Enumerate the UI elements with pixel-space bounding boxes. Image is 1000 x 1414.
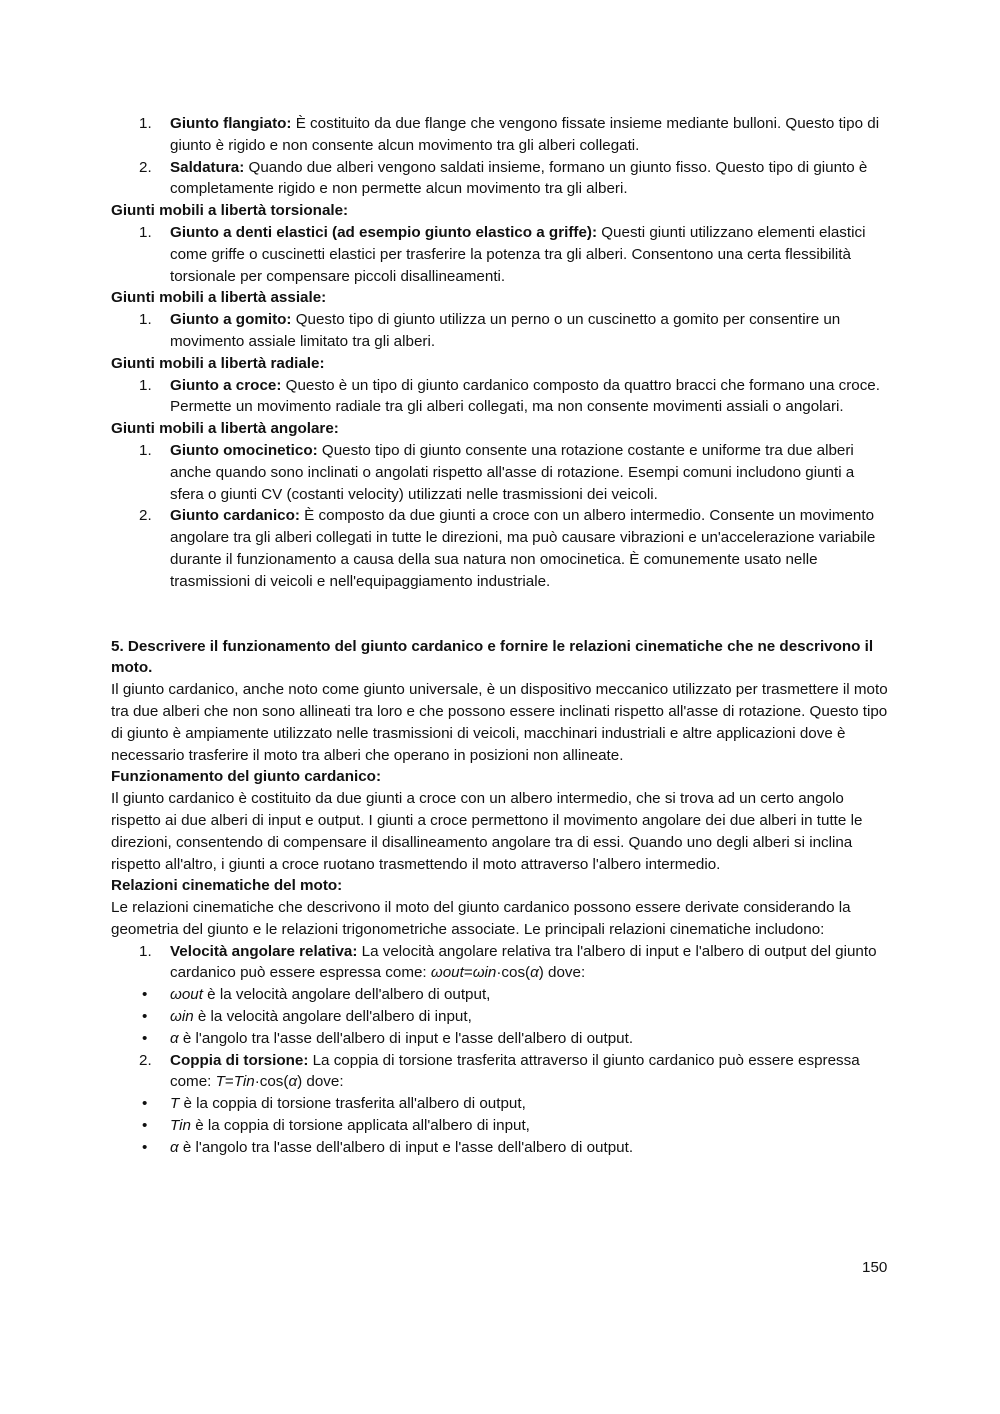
bullet-text: è la coppia di torsione trasferita all'albero di output, [179,1095,526,1113]
bullet-text: è la velocità angolare dell'albero di output, [202,986,491,1004]
item-term: Giunto cardanico: [170,507,300,525]
section-heading-radial: Giunti mobili a libertà radiale: [111,354,325,372]
item-text: È composto da due giunti a croce con un albero intermedio. Consente un movimento angolare tra gli alberi collegati in tutte le direzioni, ma può causare vibrazioni e un'accelerazione variabile durante il funzionamento a causa della sua natura non omocinetica. È comunemente usato nelle trasmissioni di veicoli e nell'equipaggiamento industriale. [170,507,876,590]
bullet-text: è la velocità angolare dell'albero di input, [193,1008,472,1026]
item-text: Questi giunti utilizzano elementi elastici come griffe o cuscinetti elastici per trasferire la potenza tra gli alberi. Consentono una certa flessibilità torsionale per compensare piccoli disallineamenti. [170,223,866,285]
bullet-item [111,1028,889,1050]
list-number: 1. [139,311,152,329]
list-item [111,113,889,157]
item-text: Questo tipo di giunto utilizza un perno o un cuscinetto a gomito per consentire un movimento assiale limitato tra gli alberi. [170,311,841,350]
item-term: Giunto a croce: [170,376,282,394]
bullet-text: è la coppia di torsione applicata all'albero di input, [190,1117,530,1135]
bullet-dot: • [142,1029,148,1047]
formula-symbol: ) dove: [538,964,586,982]
formula-symbol: α [288,1073,298,1091]
list-number: 1. [139,376,152,394]
list-number: 2. [139,507,152,525]
list-number: 2. [139,1051,152,1069]
section-heading-axial: Giunti mobili a libertà assiale: [111,289,327,307]
list-number: 1. [139,441,152,459]
bullet-text: è l'angolo tra l'asse dell'albero di input e l'asse dell'albero di output. [178,1138,634,1156]
bullet-symbol: Tin [170,1117,191,1135]
item-text: La velocità angolare relativa tra l'albero di input e l'albero di output del giunto cardanico può essere espressa come: [170,942,877,982]
bullet-dot: • [142,986,148,1004]
formula-symbol: T [215,1073,225,1091]
list-item [111,309,889,353]
item-text: Questo è un tipo di giunto cardanico composto da quattro bracci che formano una croce. Permette un movimento radiale tra gli alberi collegati, ma non consente movimenti assiali o angolari. [170,376,880,416]
formula-symbol: ) dove: [297,1073,344,1091]
formula-symbol: = [463,964,473,982]
page-number: 150 [862,1259,888,1276]
list-item [111,222,889,287]
subheading-functioning: Funzionamento del giunto cardanico: [111,768,382,786]
list-number: 2. [139,158,152,176]
bullet-item [111,1115,889,1137]
list-item [111,375,889,419]
formula-symbol: Tin [233,1073,255,1091]
bullet-item [111,1006,889,1028]
item-term: Saldatura: [170,158,245,176]
section-spacer [111,593,889,636]
bullet-text: è l'angolo tra l'asse dell'albero di input e l'asse dell'albero di output. [178,1029,634,1047]
formula-symbol: ·cos( [254,1073,289,1091]
list-number: 1. [139,942,152,960]
item-term: Giunto a gomito: [170,311,292,329]
list-item [111,941,889,985]
intro-paragraph: Il giunto cardanico, anche noto come giunto universale, è un dispositivo meccanico utilizzato per trasmettere il moto tra due alberi che non sono allineati tra loro e che possono essere inclinati rispetto all'asse di rotazione. Questo tipo di giunto è ampiamente utilizzato nelle trasmissioni di veicoli, macchinari industriali e altre applicazioni dove è necessario trasferire il moto tra alberi che operano in posizioni non allineate. [111,681,888,764]
bullet-symbol: α [170,1029,179,1047]
bullet-dot: • [142,1117,148,1135]
item-term: Giunto omocinetico: [170,441,318,459]
list-item [111,505,889,592]
bullet-dot: • [142,1138,148,1156]
bullet-item [111,1137,889,1159]
list-number: 1. [139,115,152,132]
bullet-symbol: T [170,1095,180,1113]
formula-symbol: = [224,1073,234,1091]
item-text: La coppia di torsione trasferita attraverso il giunto cardanico può essere espressa come: [170,1051,860,1091]
section-heading-angular: Giunti mobili a libertà angolare: [111,420,339,438]
kinematics-paragraph: Le relazioni cinematiche che descrivono il moto del giunto cardanico possono essere derivate considerando la geometria del giunto e le relazioni trigonometriche associate. Le principali relazioni cinematiche includono: [111,899,851,938]
formula-symbol: ωin [472,964,497,982]
bullet-symbol: ωin [170,1008,194,1026]
item-term: Giunto flangiato: [170,115,292,132]
item-text: È costituito da due flange che vengono fissate insieme mediante bulloni. Questo tipo di giunto è rigido e non consente alcun movimento tra gli alberi collegati. [170,115,880,154]
formula-symbol: ·cos( [496,964,531,982]
subheading-kinematics: Relazioni cinematiche del moto: [111,877,343,895]
formula-symbol: ωout [430,964,464,982]
item-term: Giunto a denti elastici (ad esempio giunto elastico a griffe): [170,223,598,241]
item-term: Velocità angolare relativa: [170,942,358,960]
list-item [111,157,889,201]
bullet-symbol: α [170,1138,179,1156]
formula-symbol: α [530,964,539,982]
item-text: Quando due alberi vengono saldati insieme, formano un giunto fisso. Questo tipo di giunto è completamente rigido e non permette alcun movimento tra gli alberi. [170,158,868,198]
bullet-dot: • [142,1095,148,1113]
list-item [111,1050,889,1094]
functioning-paragraph: Il giunto cardanico è costituito da due giunti a croce con un albero intermedio, che si trova ad un certo angolo rispetto ai due alberi di input e output. I giunti a croce permettono il movimento angolare dei due alberi in tutte le direzioni, consentendo di compensare il disallineamento angolare tra di essi. Quando uno degli alberi si inclina rispetto all'altro, i giunti a croce ruotano trasmettendo il moto attraverso l'albero intermedio. [111,790,863,873]
item-term: Coppia di torsione: [170,1051,309,1069]
question-title: 5. Descrivere il funzionamento del giunto cardanico e fornire le relazioni cinematiche che ne descrivono il moto. [111,637,874,677]
list-number: 1. [139,223,152,241]
bullet-symbol: ωout [170,986,203,1004]
bullet-item [111,984,889,1006]
list-item [111,440,889,505]
item-text: Questo tipo di giunto consente una rotazione costante e uniforme tra due alberi anche quando sono inclinati o angolati rispetto all'asse di rotazione. Esempi comuni includono giunti a sfera o giunti CV (costanti velocity) utilizzati nelle trasmissioni dei veicoli. [170,441,855,503]
bullet-item [111,1093,889,1115]
bullet-dot: • [142,1008,148,1026]
page-content [111,113,889,1159]
section-heading-torsional: Giunti mobili a libertà torsionale: [111,202,349,220]
